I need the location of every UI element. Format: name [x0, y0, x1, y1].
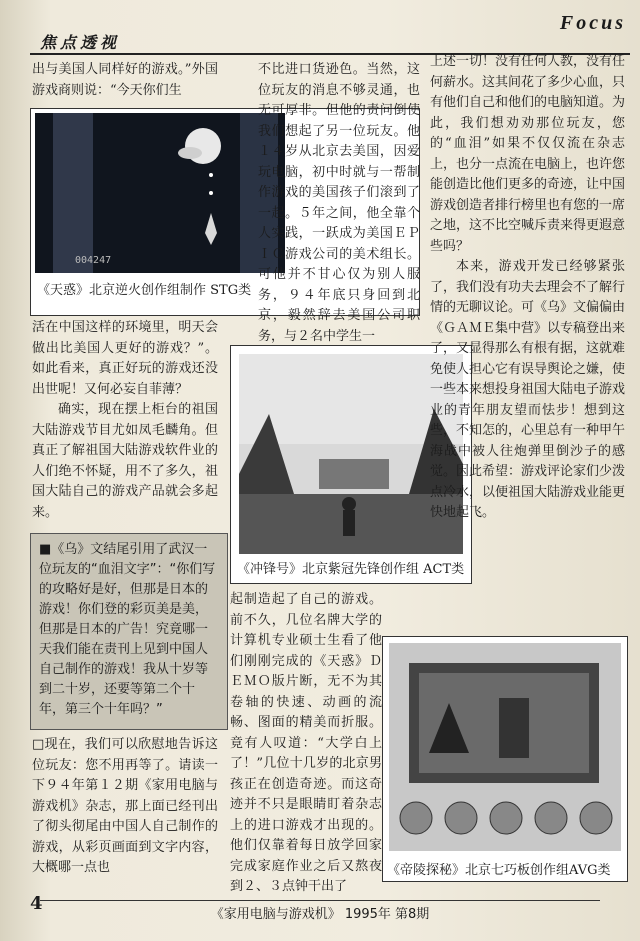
- col3-top: [430, 52, 625, 524]
- col3-para-text: 本来，游戏开发已经够紧张了，我们没有功夫去理会不了解行情的无聊议论。可《乌》文偏偏由《ＧＡＭＥ集中营》以专稿登出来了，又显得那么有根有据，这就难免使人担心它有误导舆论之嫌，使一些本来想投身祖国大陆电子游戏业的青年朋友望而怯步！想到这些，不知怎的，心里总有一种甲午海战中被人往炮弹里倒沙子的感觉。因此希望：游戏评论家们少泼点冷水，以便祖国大陆游戏业能更快地起飞。: [430, 259, 626, 520]
- col2-bottom: [230, 590, 382, 898]
- quote-text: ■《乌》文结尾引用了武汉一位玩友的“血泪文字”：“你们写的攻略好是好，但那是日本的游戏！你们登的彩页美是美，但那是日本的广告！究竟哪一天我们能在责刊上见到中国人自己制作的游戏！我从十岁等到二十岁，还要等第二个十年，第三个十年吗？”: [39, 542, 216, 717]
- col1-para-a: [32, 318, 218, 523]
- col2-top-text: 不比进口货逊色。当然，这位玩友的消息不够灵通，也无可厚非。但他的责问倒使我们想起了另一位玩友。他１４岁从北京去美国，因爱玩电脑，初中时就与一帮制作游戏的美国孩子们滚到了一起。５年之间，他全靠个人实践，一跃成为美国ＥＰＩＣ游戏公司的美术组长。可他并不甘心仅为别人服务，９４年底只身回到北京，毅然辞去美国公司职务，与２名中学生一: [258, 62, 420, 344]
- col2-top: [258, 60, 420, 347]
- quote-box: [30, 533, 228, 730]
- page-marker: 4: [30, 893, 43, 914]
- tianhuo-screenshot: [35, 113, 285, 273]
- col3-top-text: 上述一切！没有任何人教，没有任何薪水。这其间花了多少心血，只有他们自己和他们的电脑知道。为此，我们想劝劝那位玩友，您的“血泪”如果不仅仅流在杂志上，也分一点流在电脑上，也许您能创造比他们更多的奇迹，让中国游戏创造者排行榜里也有您的一席之地，这不比空喊斥责来得更遐意些吗？: [430, 54, 626, 254]
- caption-chongfeng: 《冲锋号》北京紫冠先锋创作组 ACT类: [237, 562, 465, 577]
- section-title: 焦点透视: [40, 33, 121, 52]
- col1-para-b-text: 确实，现在摆上柜台的祖国大陆游戏节目尤如凤毛麟角。但真正了解祖国大陆游戏软件业的人们绝不怀疑，用不了多久，祖国大陆自己的游戏产品就会多起来。: [32, 402, 218, 520]
- caption-dilin: 《帝陵探秘》北京七巧板创作组AVG类: [387, 863, 611, 878]
- footer-rule: [40, 900, 600, 901]
- col2-bottom-text: 起制造起了自己的游戏。前不久，几位名牌大学的计算机专业硕士生看了他们刚刚完成的《天惑》ＤＥＭＯ版片断，无不为其卷轴的快速、动画的流畅、图面的精美而折服。竟有人叹道：“大学白上了！”几位十几岁的北京男孩正在创造奇迹。而这奇迹并不只是眼睛盯着杂志上的进口游戏才出现的。他们仅靠着每日放学回家完成家庭作业之后又熬夜到２、３点钟干出了: [230, 592, 382, 894]
- dilin-scene: [389, 643, 621, 851]
- dilin-screenshot: [389, 643, 621, 851]
- caption-tianhuo: 《天惑》北京逆火创作组制作 STG类: [37, 283, 252, 298]
- tianhuo-scene: [35, 113, 285, 273]
- col1-para-c: [32, 735, 218, 879]
- col1-para-a-text: 活在中国这样的环境里，明天会做出比美国人更好的游戏？”。如此看来，真正好玩的游戏还没出世呢！又何必妄自菲薄？: [32, 320, 218, 397]
- col1-top: [32, 60, 218, 101]
- figure-dilin: [382, 636, 628, 882]
- col1-top-text: 出与美国人同样好的游戏。”外国游戏商则说：“今天你们生: [32, 62, 218, 98]
- footer-text: 《家用电脑与游戏机》 1995年 第8期: [210, 907, 430, 922]
- tianhuo-score: 004247: [75, 255, 112, 266]
- col1-para-c-text: □现在，我们可以欣慰地告诉这位玩友：您不用再等了。请读一下９４年第１２期《家用电脑与游戏机》杂志，那上面已经刊出了彻头彻尾由中国人自己制作的游戏，从彩页画面到文字内容，大概哪一点也: [32, 737, 218, 875]
- focus-label: Focus: [559, 12, 626, 34]
